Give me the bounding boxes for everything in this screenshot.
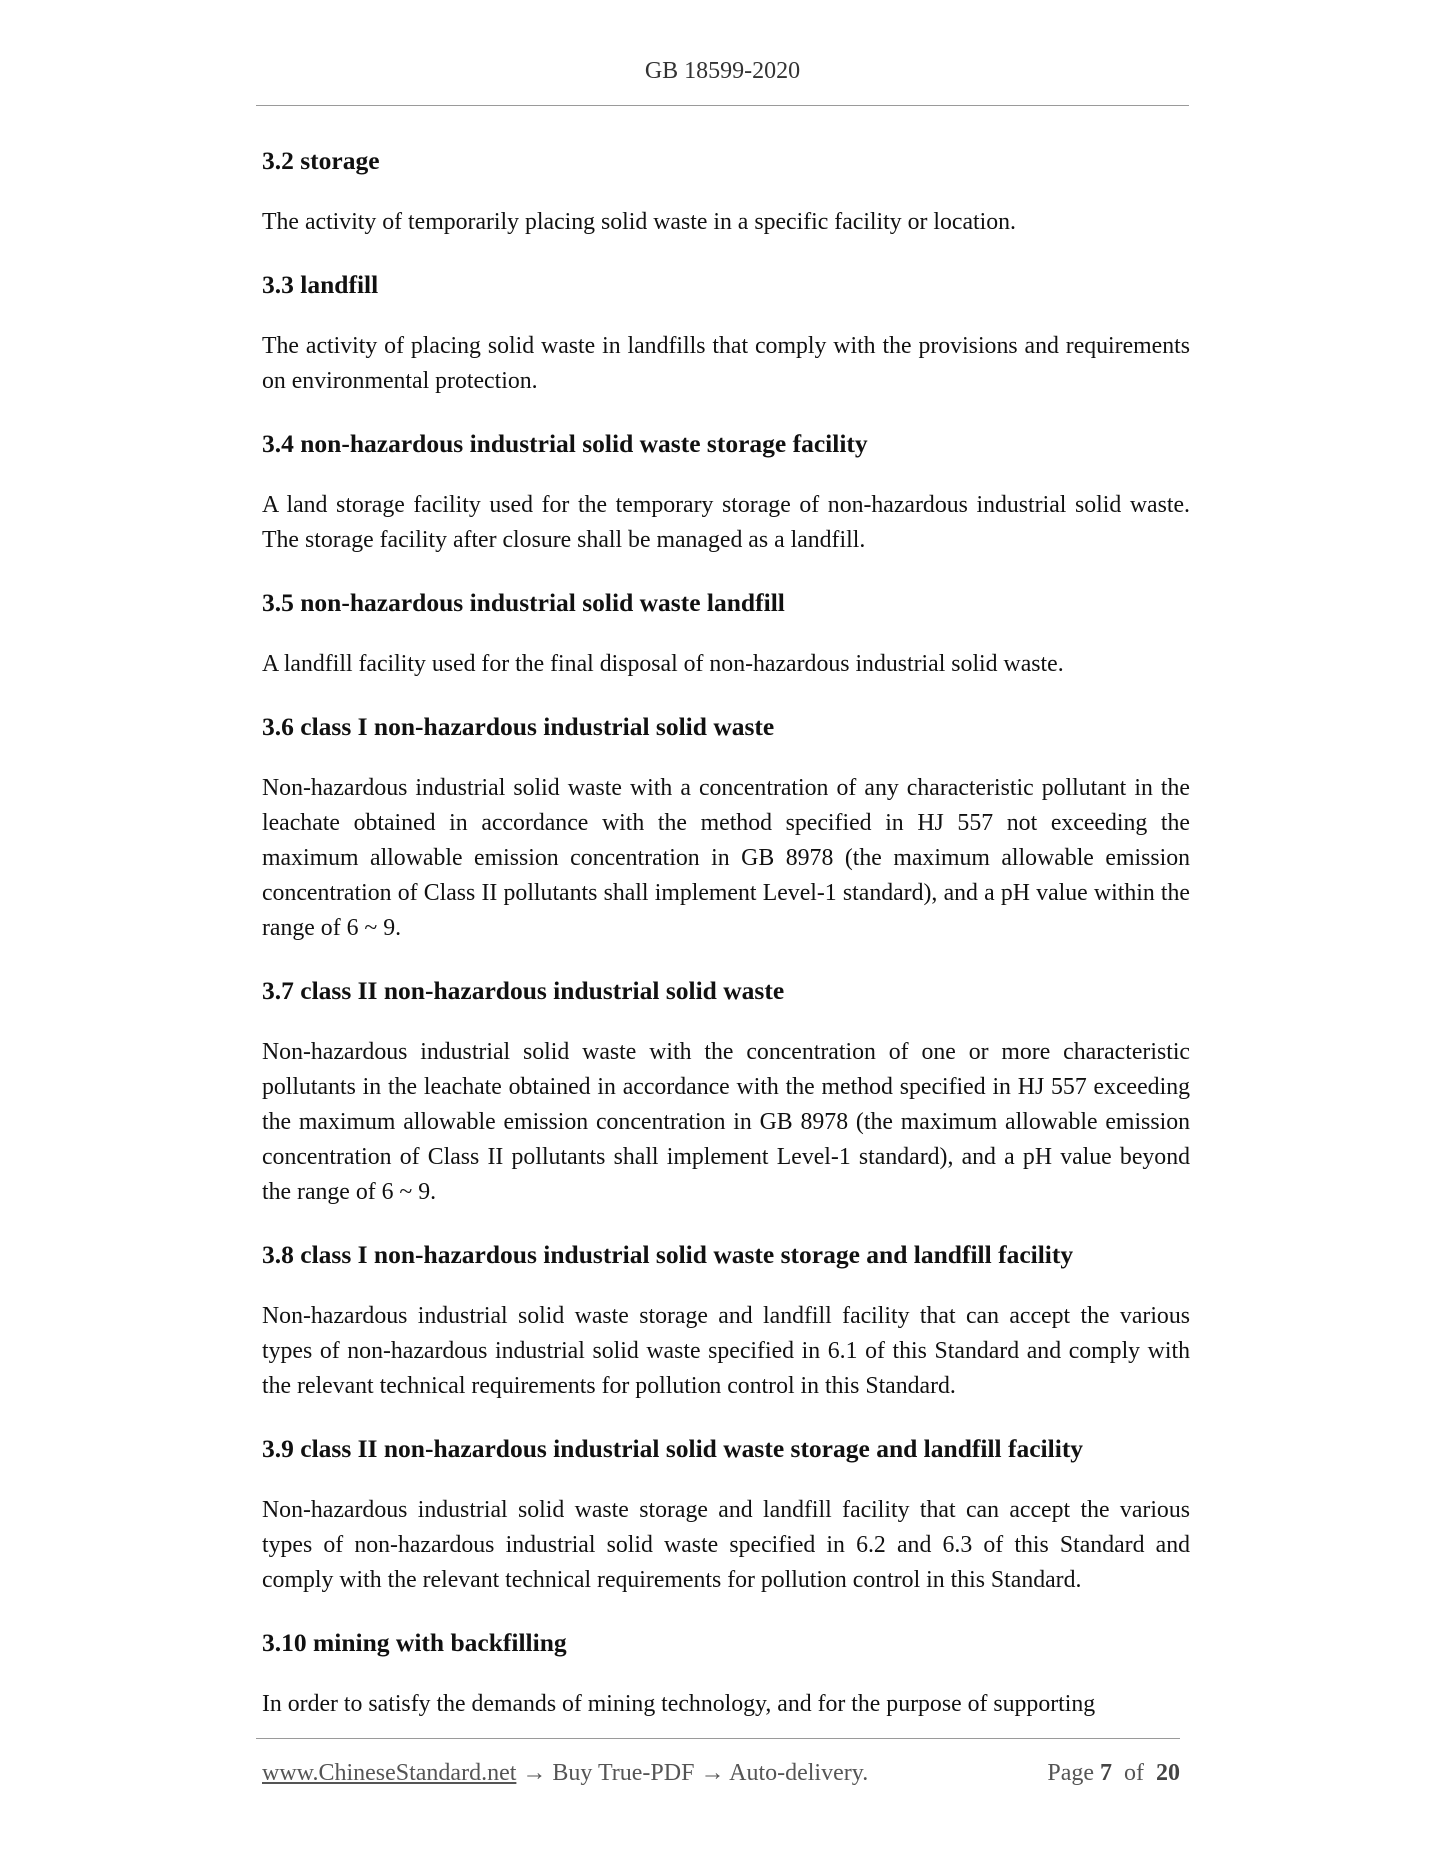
section-body: A landfill facility used for the final disposal of non-hazardous industrial solid waste. bbox=[262, 651, 1064, 677]
section-3-9 bbox=[262, 1432, 1190, 1598]
page-indicator bbox=[1047, 1757, 1180, 1789]
section-title: 3.5 non-hazardous industrial solid waste landfill bbox=[262, 588, 785, 617]
section-3-7 bbox=[262, 974, 1190, 1210]
page-total: 20 bbox=[1156, 1760, 1180, 1786]
website-link[interactable]: www.ChineseStandard.net bbox=[262, 1760, 517, 1786]
section-3-10 bbox=[262, 1626, 1190, 1722]
page-current: 7 bbox=[1100, 1760, 1112, 1786]
page-header: GB 18599-2020 bbox=[644, 58, 801, 84]
section-3-5 bbox=[262, 586, 1190, 682]
page-label: Page bbox=[1047, 1760, 1094, 1786]
section-title: 3.10 mining with backfilling bbox=[262, 1628, 567, 1657]
section-body: Non-hazardous industrial solid waste with the concentration of one or more characteristic pollutants in the leachate obtained in accordance with the method specified in HJ 557 exceeding the maximum allowable emission concentration in GB 8978 (the maximum allowable emission concentration of Class II pollutants shall implement Level-1 standard), and a pH value beyond the range of 6 ~ 9. bbox=[262, 1039, 1190, 1205]
section-3-8 bbox=[262, 1238, 1190, 1404]
section-title: 3.8 class I non-hazardous industrial solid waste storage and landfill facility bbox=[262, 1240, 1074, 1269]
document-body bbox=[262, 144, 1190, 1750]
section-3-2 bbox=[262, 144, 1190, 240]
footer-divider bbox=[256, 1738, 1180, 1739]
footer-promo-text: → Buy True-PDF → Auto-delivery. bbox=[516, 1760, 869, 1786]
section-body: Non-hazardous industrial solid waste storage and landfill facility that can accept the various types of non-hazardous industrial solid waste specified in 6.1 of this Standard and comply with the relevant technical requirements for pollution control in this Standard. bbox=[262, 1303, 1190, 1399]
section-body: Non-hazardous industrial solid waste with a concentration of any characteristic pollutant in the leachate obtained in accordance with the method specified in HJ 557 not exceeding the maximum allowable emission concentration in GB 8978 (the maximum allowable emission concentration of Class II pollutants shall implement Level-1 standard), and a pH value within the range of 6 ~ 9. bbox=[262, 775, 1190, 941]
section-body: The activity of temporarily placing solid waste in a specific facility or location. bbox=[262, 209, 1016, 235]
section-body: The activity of placing solid waste in landfills that comply with the provisions and requirements on environmental protection. bbox=[262, 333, 1190, 394]
section-title: 3.2 storage bbox=[262, 146, 380, 175]
section-body: A land storage facility used for the temporary storage of non-hazardous industrial solid waste. The storage facility after closure shall be managed as a landfill. bbox=[262, 492, 1190, 553]
footer-promo bbox=[262, 1757, 868, 1789]
section-body: In order to satisfy the demands of mining technology, and for the purpose of supporting bbox=[262, 1691, 1096, 1717]
of-label: of bbox=[1124, 1760, 1144, 1786]
section-3-6 bbox=[262, 710, 1190, 946]
section-3-4 bbox=[262, 427, 1190, 558]
section-title: 3.7 class II non-hazardous industrial solid waste bbox=[262, 976, 785, 1005]
section-body: Non-hazardous industrial solid waste storage and landfill facility that can accept the various types of non-hazardous industrial solid waste specified in 6.2 and 6.3 of this Standard and comply with the relevant technical requirements for pollution control in this Standard. bbox=[262, 1497, 1190, 1593]
section-3-3 bbox=[262, 268, 1190, 399]
section-title: 3.6 class I non-hazardous industrial solid waste bbox=[262, 712, 775, 741]
header-divider bbox=[256, 105, 1189, 106]
section-title: 3.3 landfill bbox=[262, 270, 379, 299]
section-title: 3.9 class II non-hazardous industrial solid waste storage and landfill facility bbox=[262, 1434, 1084, 1463]
section-title: 3.4 non-hazardous industrial solid waste storage facility bbox=[262, 429, 868, 458]
